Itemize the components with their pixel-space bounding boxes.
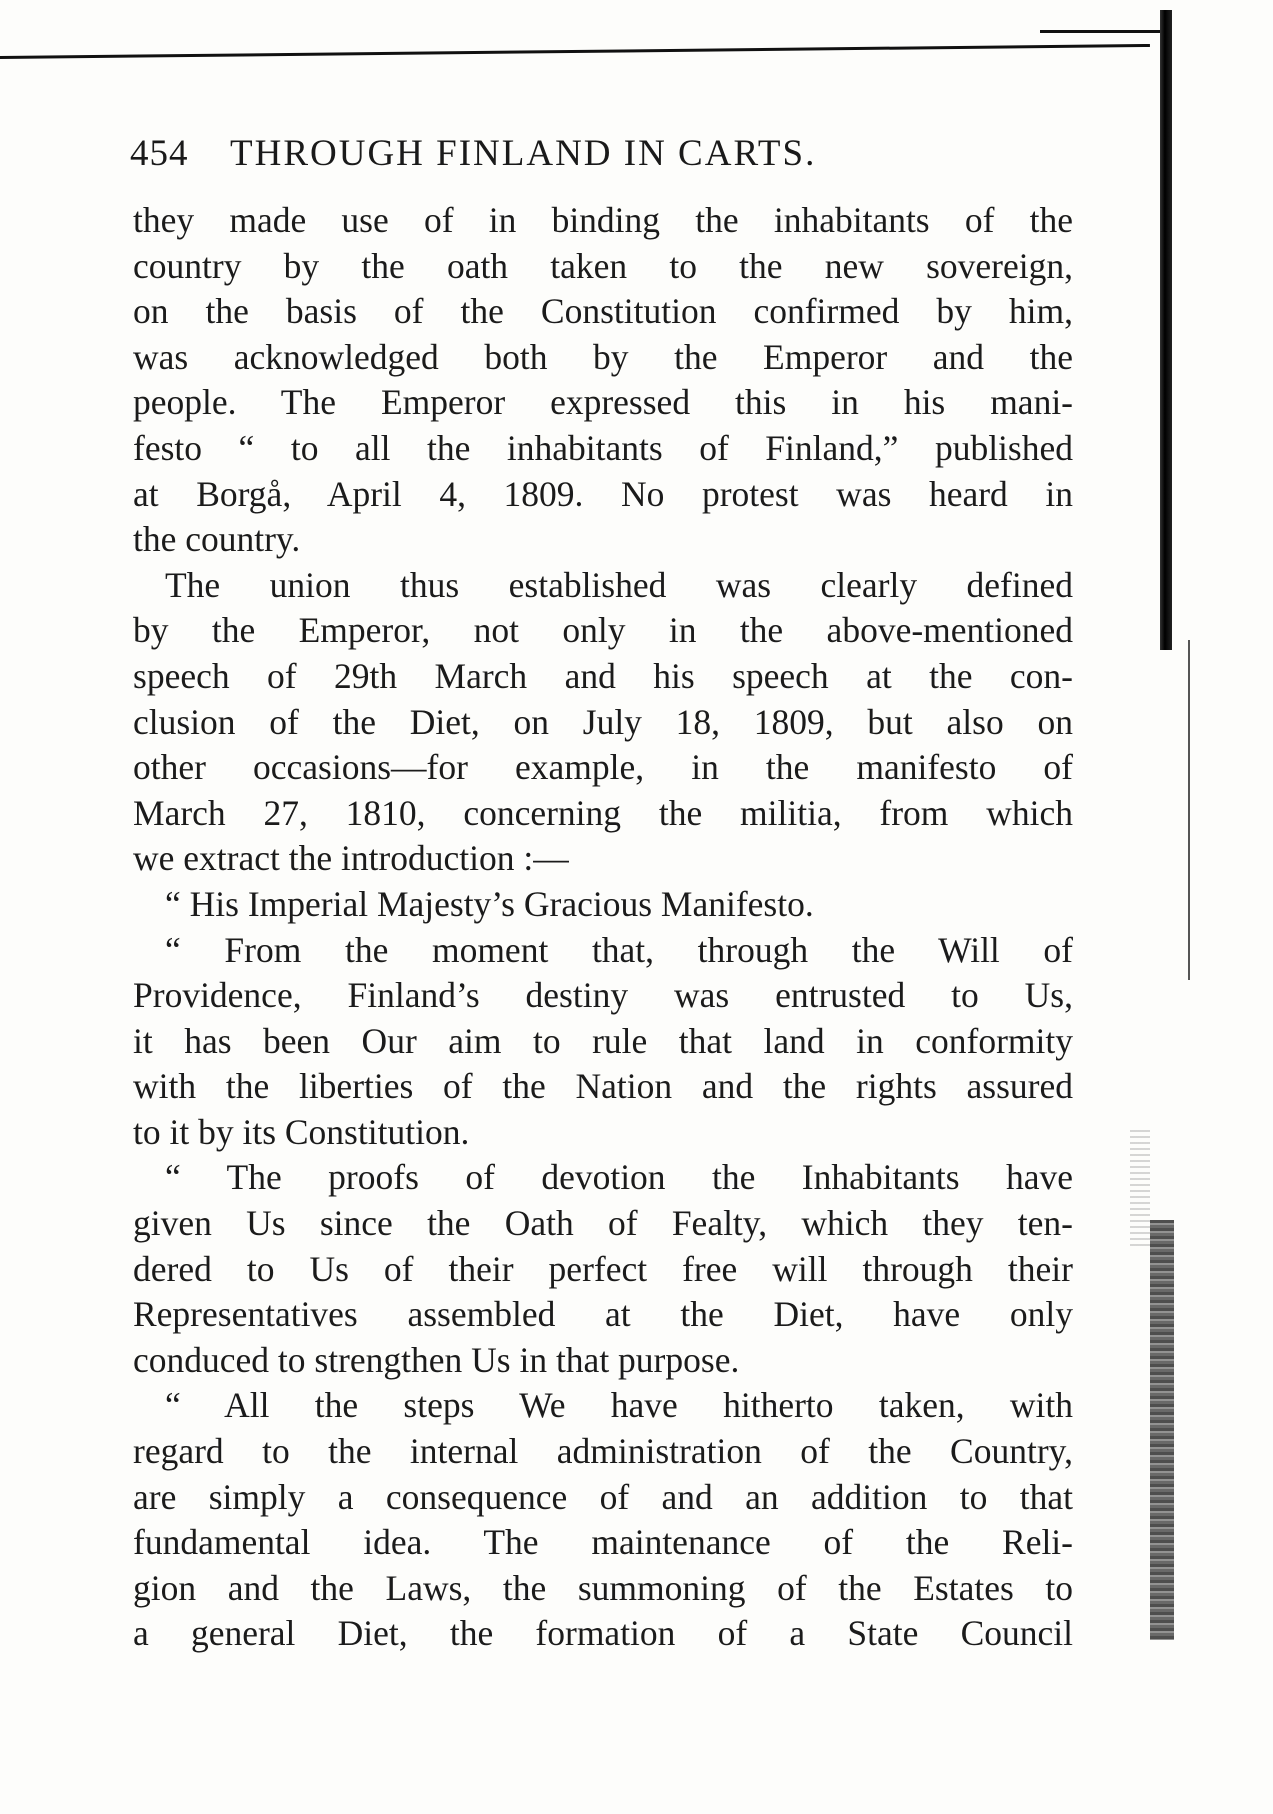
text-line: other occasions—for example, in the manifesto of bbox=[133, 747, 1073, 788]
text-line: at Borgå, April 4, 1809. No protest was heard in bbox=[133, 473, 1073, 514]
text-line: we extract the introduction :— bbox=[133, 838, 569, 879]
page-header bbox=[130, 132, 816, 182]
text-line: given Us since the Oath of Fealty, which they ten- bbox=[133, 1203, 1073, 1244]
text-line: Providence, Finland’s destiny was entrusted to Us, bbox=[133, 975, 1073, 1016]
text-line: “ His Imperial Majesty’s Gracious Manifesto. bbox=[165, 883, 814, 924]
text-line: festo “ to all the inhabitants of Finland,” published bbox=[133, 427, 1073, 468]
text-line: “ The proofs of devotion the Inhabitants have bbox=[165, 1157, 1073, 1198]
text-line: country by the oath taken to the new sovereign, bbox=[133, 245, 1073, 286]
scan-edge-speckle bbox=[1130, 1130, 1150, 1250]
text-line: was acknowledged both by the Emperor and the bbox=[133, 336, 1073, 377]
text-line: clusion of the Diet, on July 18, 1809, but also on bbox=[133, 701, 1073, 742]
text-line: with the liberties of the Nation and the rights assured bbox=[133, 1066, 1073, 1107]
text-line: dered to Us of their perfect free will through their bbox=[133, 1248, 1073, 1289]
text-line: The union thus established was clearly defined bbox=[165, 564, 1073, 605]
text-line: people. The Emperor expressed this in his mani- bbox=[133, 382, 1073, 423]
running-title: THROUGH FINLAND IN CARTS. bbox=[230, 133, 817, 174]
text-line: Representatives assembled at the Diet, have only bbox=[133, 1294, 1073, 1335]
text-line: to it by its Constitution. bbox=[133, 1111, 470, 1152]
scan-top-border-corner bbox=[1040, 30, 1160, 33]
scan-binding-shadow bbox=[1160, 10, 1172, 650]
text-line: the country. bbox=[133, 519, 301, 560]
text-line: “ From the moment that, through the Will of bbox=[165, 929, 1073, 970]
body-text bbox=[133, 198, 1073, 1657]
text-line: on the basis of the Constitution confirmed by him, bbox=[133, 291, 1073, 332]
text-line: are simply a consequence of and an addition to that bbox=[133, 1476, 1073, 1517]
text-line: they made use of in binding the inhabitants of the bbox=[133, 200, 1073, 240]
text-line: regard to the internal administration of the Country, bbox=[133, 1431, 1073, 1472]
page-number: 454 bbox=[130, 133, 189, 174]
scan-top-border bbox=[0, 44, 1150, 59]
text-line: gion and the Laws, the summoning of the Estates to bbox=[133, 1567, 1073, 1608]
text-line: conduced to strengthen Us in that purpose. bbox=[133, 1339, 740, 1380]
scan-edge-shade bbox=[1150, 1220, 1174, 1640]
text-line: a general Diet, the formation of a State Council bbox=[133, 1613, 1073, 1654]
text-line: it has been Our aim to rule that land in conformity bbox=[133, 1020, 1073, 1061]
scan-edge-line bbox=[1188, 640, 1190, 980]
text-line: by the Emperor, not only in the above-mentioned bbox=[133, 610, 1073, 651]
text-line: fundamental idea. The maintenance of the Reli- bbox=[133, 1522, 1073, 1563]
text-line: speech of 29th March and his speech at the con- bbox=[133, 655, 1073, 696]
text-line: March 27, 1810, concerning the militia, from which bbox=[133, 792, 1073, 833]
text-line: “ All the steps We have hitherto taken, with bbox=[165, 1385, 1073, 1426]
